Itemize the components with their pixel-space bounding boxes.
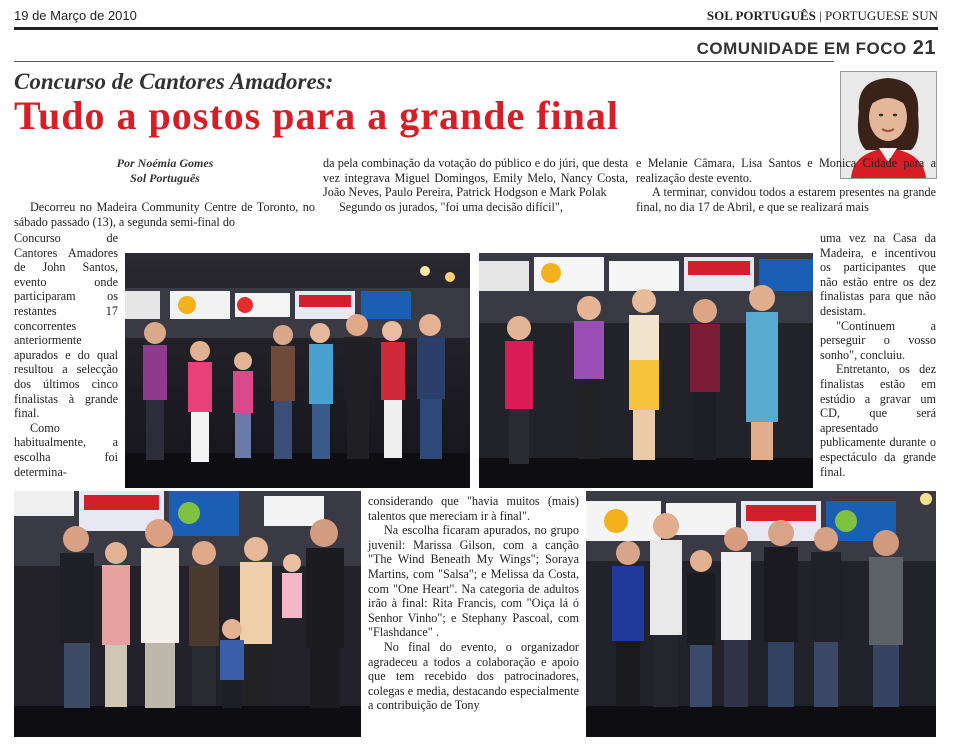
paper-name: SOL PORTUGUÊS — [706, 8, 816, 23]
paragraph: Segundo os jurados, "foi uma decisão difícil", — [339, 199, 563, 214]
paper-masthead — [707, 8, 938, 24]
paragraph: Na escolha ficaram apurados, no grupo juvenil: Marissa Gilson, com a canção "The Wind Beneath My Wings"; Soraya Martins, com "Salsa"; e Melissa da Costa, com "One Heart". Na categoria de adultos irão à final: Rita Francis, com "Oiça lá ó Senhor Vinho"; e Stephany Pascoal, com "Flashdance" . — [368, 523, 579, 640]
paragraph: Como habitualmente, a escolha foi determina- — [14, 420, 118, 479]
photo-junior-contestants — [125, 253, 470, 488]
text-col1-left — [14, 231, 118, 479]
paper-subtitle: PORTUGUESE SUN — [825, 8, 938, 23]
paragraph: A terminar, convidou todos a estarem presentes na grande final, no dia 17 de Abril, e que se realizará mais — [636, 185, 936, 214]
byline-author: Por Noémia Gomes — [116, 156, 214, 170]
text-col3-top — [636, 156, 936, 214]
photo-youth-finalists — [479, 253, 813, 488]
page-number: 21 — [912, 37, 936, 59]
text-col-mid — [368, 494, 579, 713]
text-col2-top — [323, 156, 628, 214]
paragraph: No final do evento, o organizador agradeceu a todos a colaboração e apoio que tem recebido dos patrocinadores, colegas e media, destacando especialmente a contribuição de Tony — [368, 639, 579, 713]
header-rule — [14, 27, 938, 30]
paragraph: Entretanto, os dez finalistas estão em estúdio a gravar um CD, que será apresentado publicamente durante o espectáculo da grande final. — [820, 362, 936, 479]
paragraph: uma vez na Casa da Madeira, e incentivou os participantes que não estão entre os dez finalistas para que não desistam. — [820, 231, 936, 318]
text-col3-right — [820, 231, 936, 479]
paragraph: "Continuem a perseguir o vosso sonho", concluiu. — [820, 318, 936, 362]
section-label: COMUNIDADE EM FOCO — [696, 39, 907, 58]
section-rule — [14, 61, 834, 62]
paragraph: Concurso de Cantores Amadores de John Santos, evento onde participaram os restantes 17 concorrentes anteriormente apurados e do qual resultou a selecção dos últimos cinco finalistas à grande final. — [14, 231, 118, 421]
paragraph: da pela combinação da votação do público e do júri, que desta vez integrava Miguel Domingos, Emily Melo, Nancy Costa, João Neves, Paulo Pereira, Patrick Hodgson e Mark Polak — [323, 156, 628, 200]
paragraph: considerando que "havia muitos (mais) talentos que mereciam ir à final". — [368, 494, 579, 523]
paragraph: Decorreu no Madeira Community Centre de Toronto, no sábado passado (13), a segunda semi-final do — [14, 200, 315, 229]
byline-outlet: Sol Português — [130, 171, 200, 185]
issue-date: 19 de Março de 2010 — [14, 8, 137, 23]
article-headline: Tudo a postos para a grande final — [14, 93, 619, 138]
article-byline — [80, 156, 250, 186]
article-kicker: Concurso de Cantores Amadores: — [14, 69, 334, 94]
section-header — [697, 37, 936, 60]
text-col1-top — [14, 200, 315, 229]
paragraph: e Melanie Câmara, Lisa Santos e Monica Cidade para a realização deste evento. — [636, 156, 936, 185]
photo-adult-contestants — [14, 491, 361, 737]
masthead-separator: | — [819, 8, 822, 23]
photo-jury — [586, 491, 936, 737]
